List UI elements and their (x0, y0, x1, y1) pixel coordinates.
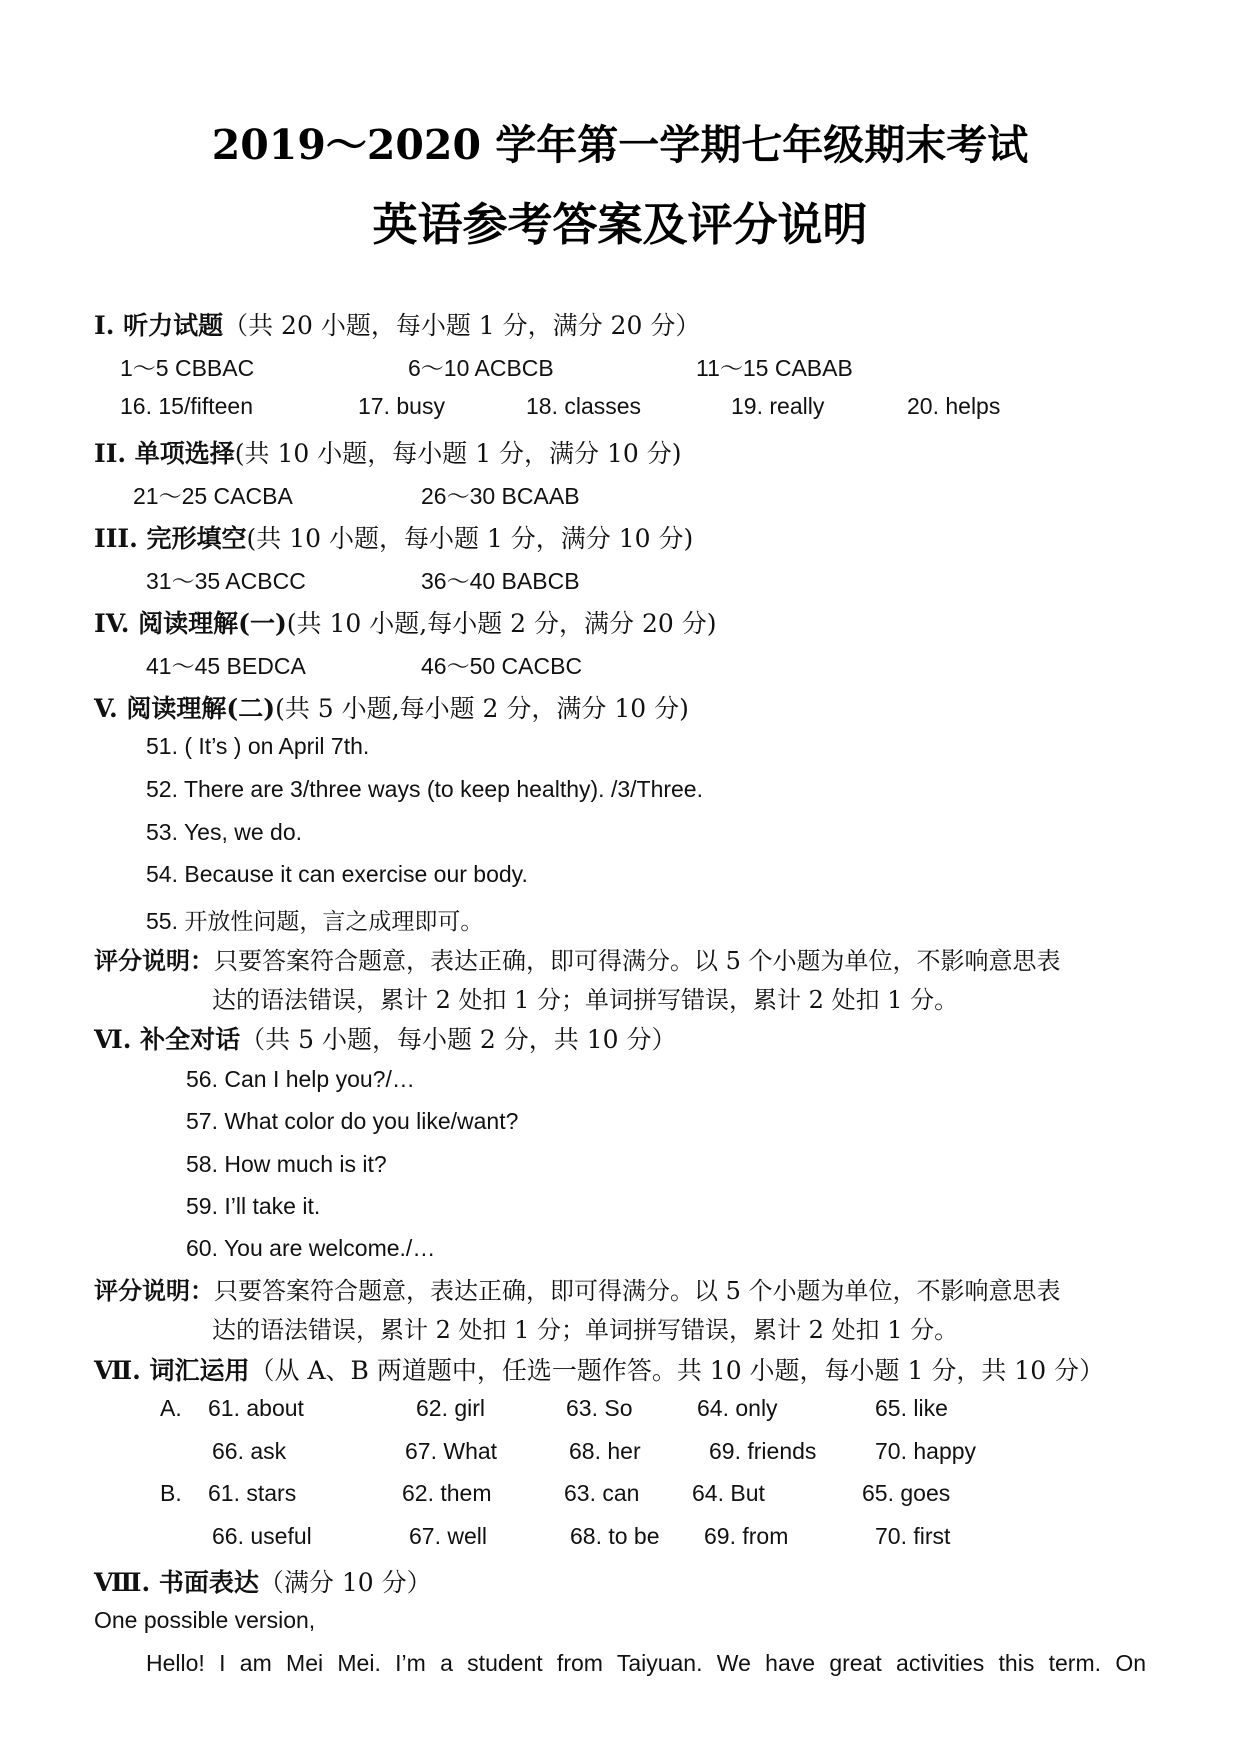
scoring-note-2 (94, 1271, 1061, 1306)
answer-a-65: 65. like (875, 1395, 948, 1421)
answer-b-65: 65. goes (862, 1480, 951, 1506)
answer-26-30: 26～30 BCAAB (421, 483, 580, 509)
answer-a-69: 69. friends (709, 1438, 817, 1464)
sample-essay-paragraph: Hello! I am Mei Mei. I’m a student from Taiyuan. We have great activities this term. On (146, 1650, 1146, 1676)
section-2-note: (共 10 小题，每小题 1 分，满分 10 分) (234, 439, 682, 468)
section-7-title: Ⅶ. 词汇运用 (94, 1356, 250, 1385)
section-1-title: I. 听力试题 (94, 311, 224, 340)
section-1-note: （共 20 小题，每小题 1 分，满分 20 分） (223, 311, 701, 340)
answer-19: 19. really (731, 393, 825, 419)
option-b-label: B. (160, 1480, 182, 1506)
answer-b-61: 61. stars (208, 1480, 297, 1506)
answer-a-61: 61. about (208, 1395, 304, 1421)
answer-b-70: 70. first (875, 1523, 951, 1549)
answer-17: 17. busy (358, 393, 445, 419)
answer-a-63: 63. So (566, 1395, 633, 1421)
answer-b-63: 63. can (564, 1480, 640, 1506)
section-5-title: V. 阅读理解(二) (94, 694, 276, 723)
answer-53: 53. Yes, we do. (146, 819, 303, 845)
document-title: 2019～2020 学年第一学期七年级期末考试 (211, 121, 1029, 169)
answer-b-67: 67. well (409, 1523, 487, 1549)
section-8-title: Ⅷ. 书面表达 (94, 1568, 259, 1597)
answer-6-10: 6～10 ACBCB (408, 355, 554, 381)
section-2-heading (94, 434, 682, 470)
scoring-note-1-cont: 达的语法错误，累计 2 处扣 1 分；单词拼写错误，累计 2 处扣 1 分。 (212, 986, 959, 1014)
section-3-heading (94, 519, 693, 555)
section-2-title: II. 单项选择 (94, 439, 235, 468)
answer-36-40: 36～40 BABCB (421, 568, 580, 594)
scoring-note-text: 只要答案符合题意，表达正确，即可得满分。以 5 个小题为单位，不影响意思表 (214, 947, 1061, 975)
answer-21-25: 21～25 CACBA (133, 483, 293, 509)
answer-52: 52. There are 3/three ways (to keep healthy). /3/Three. (146, 776, 703, 802)
answer-59: 59. I’ll take it. (186, 1193, 321, 1219)
answer-54: 54. Because it can exercise our body. (146, 861, 528, 887)
section-6-heading (94, 1020, 676, 1056)
answer-b-69: 69. from (704, 1523, 789, 1549)
sample-essay-intro: One possible version, (94, 1607, 316, 1633)
section-5-heading (94, 689, 689, 725)
option-a-label: A. (160, 1395, 182, 1421)
answer-31-35: 31～35 ACBCC (146, 568, 306, 594)
answer-51: 51. ( It’s ) on April 7th. (146, 733, 370, 759)
answer-11-15: 11～15 CABAB (696, 355, 853, 381)
answer-41-45: 41～45 BEDCA (146, 653, 306, 679)
answer-a-70: 70. happy (875, 1438, 977, 1464)
answer-b-66: 66. useful (212, 1523, 312, 1549)
section-8-note: （满分 10 分） (258, 1568, 432, 1597)
answer-18: 18. classes (526, 393, 642, 419)
section-5-note: (共 5 小题,每小题 2 分，满分 10 分) (275, 694, 689, 723)
section-3-note: (共 10 小题，每小题 1 分，满分 10 分) (246, 524, 694, 553)
scoring-note-1 (94, 941, 1061, 976)
scoring-note-label: 评分说明： (94, 946, 214, 975)
answer-a-66: 66. ask (212, 1438, 287, 1464)
answer-60: 60. You are welcome./… (186, 1235, 436, 1261)
section-8-heading (94, 1563, 432, 1599)
section-6-title: Ⅵ. 补全对话 (94, 1025, 241, 1054)
answer-b-62: 62. them (402, 1480, 492, 1506)
answer-58: 58. How much is it? (186, 1151, 387, 1177)
section-3-title: III. 完形填空 (94, 524, 247, 553)
section-6-note: （共 5 小题，每小题 2 分，共 10 分） (240, 1025, 677, 1054)
answer-b-68: 68. to be (570, 1523, 660, 1549)
section-7-note: （从 A、B 两道题中，任选一题作答。共 10 小题，每小题 1 分，共 10 分） (249, 1356, 1105, 1385)
section-1-heading (94, 306, 700, 342)
answer-16: 16. 15/fifteen (120, 393, 253, 419)
scoring-note-2-cont: 达的语法错误，累计 2 处扣 1 分；单词拼写错误，累计 2 处扣 1 分。 (212, 1316, 959, 1344)
answer-55: 55. 开放性问题，言之成理即可。 (146, 908, 484, 934)
document-subtitle: 英语参考答案及评分说明 (372, 198, 868, 251)
answer-1-5: 1～5 CBBAC (120, 355, 255, 381)
answer-46-50: 46～50 CACBC (421, 653, 583, 679)
answer-a-62: 62. girl (416, 1395, 486, 1421)
section-4-note: (共 10 小题,每小题 2 分，满分 20 分) (286, 609, 717, 638)
scoring-note-2-text: 只要答案符合题意，表达正确，即可得满分。以 5 个小题为单位，不影响意思表 (214, 1277, 1061, 1305)
section-4-heading (94, 604, 716, 640)
answer-a-64: 64. only (697, 1395, 778, 1421)
section-7-heading (94, 1351, 1104, 1387)
answer-57: 57. What color do you like/want? (186, 1108, 519, 1134)
answer-a-68: 68. her (569, 1438, 641, 1464)
answer-20: 20. helps (907, 393, 1001, 419)
answer-b-64: 64. But (692, 1480, 765, 1506)
answer-56: 56. Can I help you?/… (186, 1066, 415, 1092)
scoring-note-2-label: 评分说明： (94, 1276, 214, 1305)
section-4-title: IV. 阅读理解(一) (94, 609, 287, 638)
answer-a-67: 67. What (405, 1438, 498, 1464)
